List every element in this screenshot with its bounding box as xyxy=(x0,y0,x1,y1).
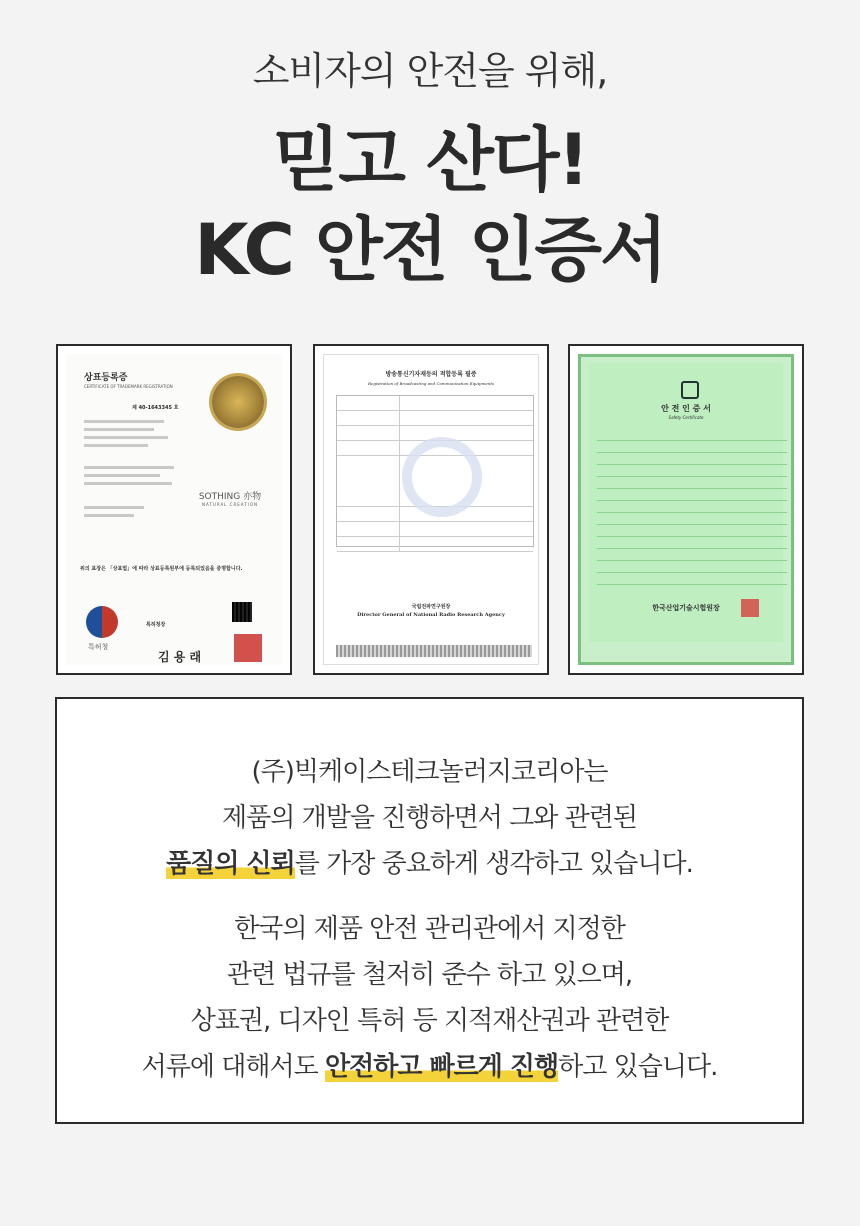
text-line xyxy=(84,474,160,477)
text-line xyxy=(84,428,154,431)
safety-org: 한국산업기술시험원장 xyxy=(652,604,720,612)
commissioner-title: 특허청장 xyxy=(146,622,166,628)
safety-subtitle: Safety Certificate xyxy=(668,415,704,420)
info-box xyxy=(55,697,804,1124)
trademark-title: 상표등록증 xyxy=(84,373,128,383)
broadcast-footer-ko: 국립전파연구원장 xyxy=(411,604,451,610)
barcode-strip xyxy=(336,645,532,657)
kc-watermark-icon xyxy=(402,437,482,517)
qr-code-icon xyxy=(232,602,252,622)
subtitle: 소비자의 안전을 위해, xyxy=(252,49,608,93)
table-row xyxy=(337,396,533,411)
info-p2-line4 xyxy=(57,1044,802,1090)
highlight-quality: 품질의 신뢰 xyxy=(166,849,295,879)
info-p2-line1: 한국의 제품 안전 관리관에서 지정한 xyxy=(234,914,625,944)
safety-title: 안 전 인 증 서 xyxy=(661,404,711,413)
trademark-statement: 위의 표장은 「상표법」에 따라 상표등록원부에 등록되었음을 증명합니다. xyxy=(80,566,243,572)
text-line xyxy=(84,514,134,517)
text-line xyxy=(84,420,164,423)
red-stamp-icon xyxy=(741,599,759,617)
info-p1-line3-rest: 를 가장 중요하게 생각하고 있습니다. xyxy=(294,849,693,879)
text-line xyxy=(84,482,172,485)
highlight-fast: 안전하고 빠르게 진행 xyxy=(324,1052,559,1082)
headline-line1: 믿고 산다! xyxy=(272,119,588,201)
text-line xyxy=(84,444,148,447)
info-p2-line4-pre: 서류에 대해서도 xyxy=(141,1052,325,1082)
brand-logo-text: SOTHING 亦物 xyxy=(198,492,262,502)
trademark-subtitle: CERTIFICATE OF TRADEMARK REGISTRATION xyxy=(84,384,173,389)
safety-certificate xyxy=(568,344,804,675)
text-line xyxy=(84,436,168,439)
info-p1-line3 xyxy=(57,841,802,887)
text-line xyxy=(84,506,144,509)
commissioner-signature: 김 용 래 xyxy=(158,650,202,664)
brand-logo xyxy=(190,492,270,542)
kc-mark-icon xyxy=(681,381,699,399)
info-p2-line3: 상표권, 디자인 특허 등 지적재산권과 관련한 xyxy=(190,1006,669,1036)
info-p2-line4-post: 하고 있습니다. xyxy=(558,1052,718,1082)
table-row xyxy=(337,537,533,552)
safety-paper xyxy=(589,363,783,642)
broadcast-certificate xyxy=(313,344,549,675)
broadcast-title: 방송통신기자재등의 적합등록 필증 xyxy=(385,371,477,378)
broadcast-footer-en: Director General of National Radio Research Agency xyxy=(357,612,505,618)
table-row xyxy=(337,411,533,426)
brand-logo-small: NATURAL CREATION xyxy=(202,501,258,507)
broadcast-footer xyxy=(324,603,538,619)
info-p1-line1: (주)빅케이스테크놀러지코리아는 xyxy=(251,757,608,787)
broadcast-subtitle: Registration of Broadcasting and Communication Equipments xyxy=(368,381,494,386)
kipo-emblem-icon xyxy=(86,606,118,638)
headline-line2: KC 안전 인증서 xyxy=(194,209,666,291)
red-stamp-icon xyxy=(234,634,262,662)
table-row xyxy=(337,522,533,537)
safety-lines xyxy=(597,429,787,585)
info-p1-line2: 제품의 개발을 진행하면서 그와 관련된 xyxy=(222,803,637,833)
text-line xyxy=(84,466,174,469)
trademark-reg-number: 제 40-1643345 호 xyxy=(132,405,179,411)
trademark-certificate xyxy=(56,344,292,675)
info-p2-line2: 관련 법규를 철저히 준수 하고 있으며, xyxy=(226,960,633,990)
trademark-agency: 특허청 xyxy=(88,643,109,651)
gold-seal-icon xyxy=(212,376,264,428)
